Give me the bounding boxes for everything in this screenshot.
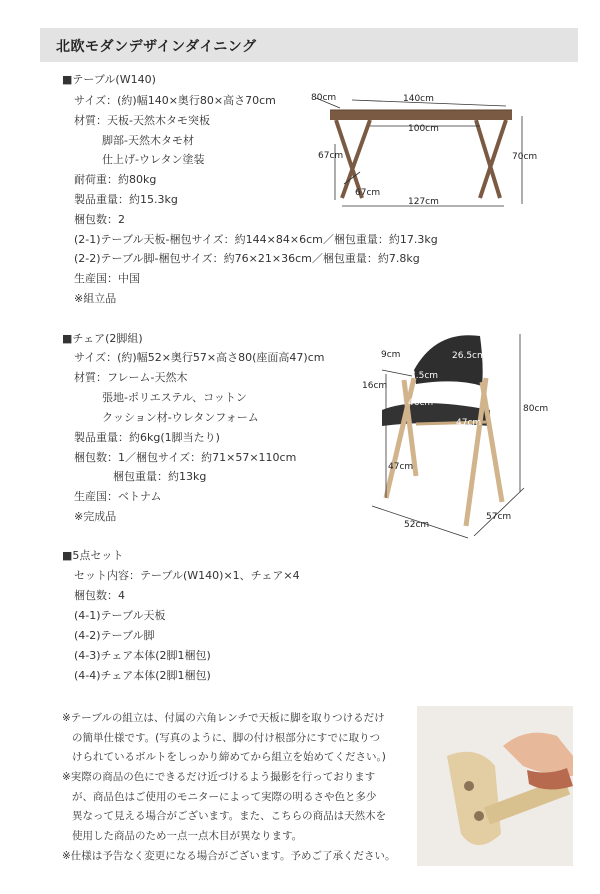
chair-spec-line: 生産国：ベトナム bbox=[74, 490, 162, 503]
dim-chair-gap: 7.5cm bbox=[410, 371, 439, 381]
page-title: 北欧モダンデザインダイニング bbox=[56, 39, 257, 55]
chair-spec-line: ※完成品 bbox=[74, 510, 117, 523]
table-spec-line: 製品重量：約15.3kg bbox=[74, 193, 178, 206]
assembly-photo bbox=[417, 706, 573, 866]
chair-spec-line: 材質：フレーム-天然木 bbox=[74, 371, 188, 384]
chair-heading: ■チェア(2脚組) bbox=[62, 332, 143, 345]
set-spec-line: 梱包数：4 bbox=[74, 589, 125, 602]
note-line: ※仕様は予告なく変更になる場合がございます。予めご了承ください。 bbox=[62, 850, 396, 862]
set-heading: ■5点セット bbox=[62, 549, 124, 562]
dim-chair-depth: 57cm bbox=[486, 512, 512, 522]
set-spec-line: (4-3)チェア本体(2脚1梱包) bbox=[74, 649, 211, 662]
table-spec-line: ※組立品 bbox=[74, 292, 117, 305]
dim-table-width: 140cm bbox=[403, 94, 434, 104]
set-spec-line: (4-4)チェア本体(2脚1梱包) bbox=[74, 669, 211, 682]
table-spec-line: 仕上げ-ウレタン塗装 bbox=[102, 153, 205, 166]
table-spec-line: (2-2)テーブル脚-梱包サイズ：約76×21×36cm／梱包重量：約7.8kg bbox=[74, 252, 420, 265]
chair-spec-line: 張地-ポリエステル、コットン bbox=[102, 391, 247, 404]
dim-chair-back-height: 26.5cm bbox=[452, 351, 486, 361]
table-spec-line: 脚部-天然木タモ材 bbox=[102, 134, 194, 147]
table-spec-line: 梱包数：2 bbox=[74, 213, 125, 226]
set-spec-line: (4-2)テーブル脚 bbox=[74, 629, 155, 642]
dim-chair-width: 52cm bbox=[404, 520, 430, 530]
table-spec-line: 耐荷重：約80kg bbox=[74, 173, 157, 186]
dim-chair-back-offset: 9cm bbox=[381, 350, 401, 360]
note-line: ※実際の商品の色にできるだけ近づけるよう撮影を行っております bbox=[62, 771, 376, 783]
dim-chair-armrest: 16cm bbox=[362, 381, 388, 391]
title-banner bbox=[40, 28, 578, 62]
note-line: 使用した商品のため一点一点木目が異なります。 bbox=[72, 830, 303, 842]
chair-spec-line: クッション材-ウレタンフォーム bbox=[102, 411, 259, 424]
dim-table-inner-width: 100cm bbox=[408, 124, 439, 134]
table-spec-line: (2-1)テーブル天板-梱包サイズ：約144×84×6cm／梱包重量：約17.3kg bbox=[74, 233, 438, 246]
note-line: ※テーブルの組立は、付属の六角レンチで天板に脚を取りつけるだけ bbox=[62, 712, 385, 724]
dim-table-depth: 80cm bbox=[311, 93, 337, 103]
set-spec-line: (4-1)テーブル天板 bbox=[74, 609, 166, 622]
dim-table-height: 70cm bbox=[512, 152, 538, 162]
dim-table-leg-height: 67cm bbox=[318, 151, 344, 161]
dim-chair-seat-height: 47cm bbox=[388, 462, 414, 472]
table-heading: ■テーブル(W140) bbox=[62, 73, 156, 86]
chair-spec-line: サイズ：(約)幅52×奥行57×高さ80(座面高47)cm bbox=[74, 351, 325, 364]
table-spec-line: サイズ：(約)幅140×奥行80×高さ70cm bbox=[74, 94, 276, 107]
chair-spec-line: 製品重量：約6kg(1脚当たり) bbox=[74, 431, 220, 444]
dim-table-leg-span: 67cm bbox=[355, 188, 381, 198]
chair-spec-line: 梱包数：1／梱包サイズ：約71×57×110cm bbox=[74, 451, 297, 464]
dim-chair-height: 80cm bbox=[523, 404, 549, 414]
table-spec-line: 材質：天板-天然木タモ突板 bbox=[74, 114, 210, 127]
dim-chair-seat-depth: 46cm bbox=[408, 398, 434, 408]
note-line: の簡単仕様です。(写真のように、脚の付け根部分にすでに取りつ bbox=[72, 732, 381, 744]
note-line: が、商品色はご使用のモニターによって実際の明るさや色と多少 bbox=[72, 791, 377, 803]
dim-chair-seat-width: 47cm bbox=[456, 418, 482, 428]
chair-spec-line: 梱包重量：約13kg bbox=[113, 470, 207, 483]
note-line: けられているボルトをしっかり締めてから組立を始めてください。) bbox=[72, 751, 386, 763]
note-line: 異なって見える場合がございます。また、こちらの商品は天然木を bbox=[72, 810, 387, 822]
dim-table-floor-width: 127cm bbox=[408, 197, 439, 207]
set-spec-line: セット内容：テーブル(W140)×1、チェア×4 bbox=[74, 569, 300, 582]
table-spec-line: 生産国：中国 bbox=[74, 272, 140, 285]
